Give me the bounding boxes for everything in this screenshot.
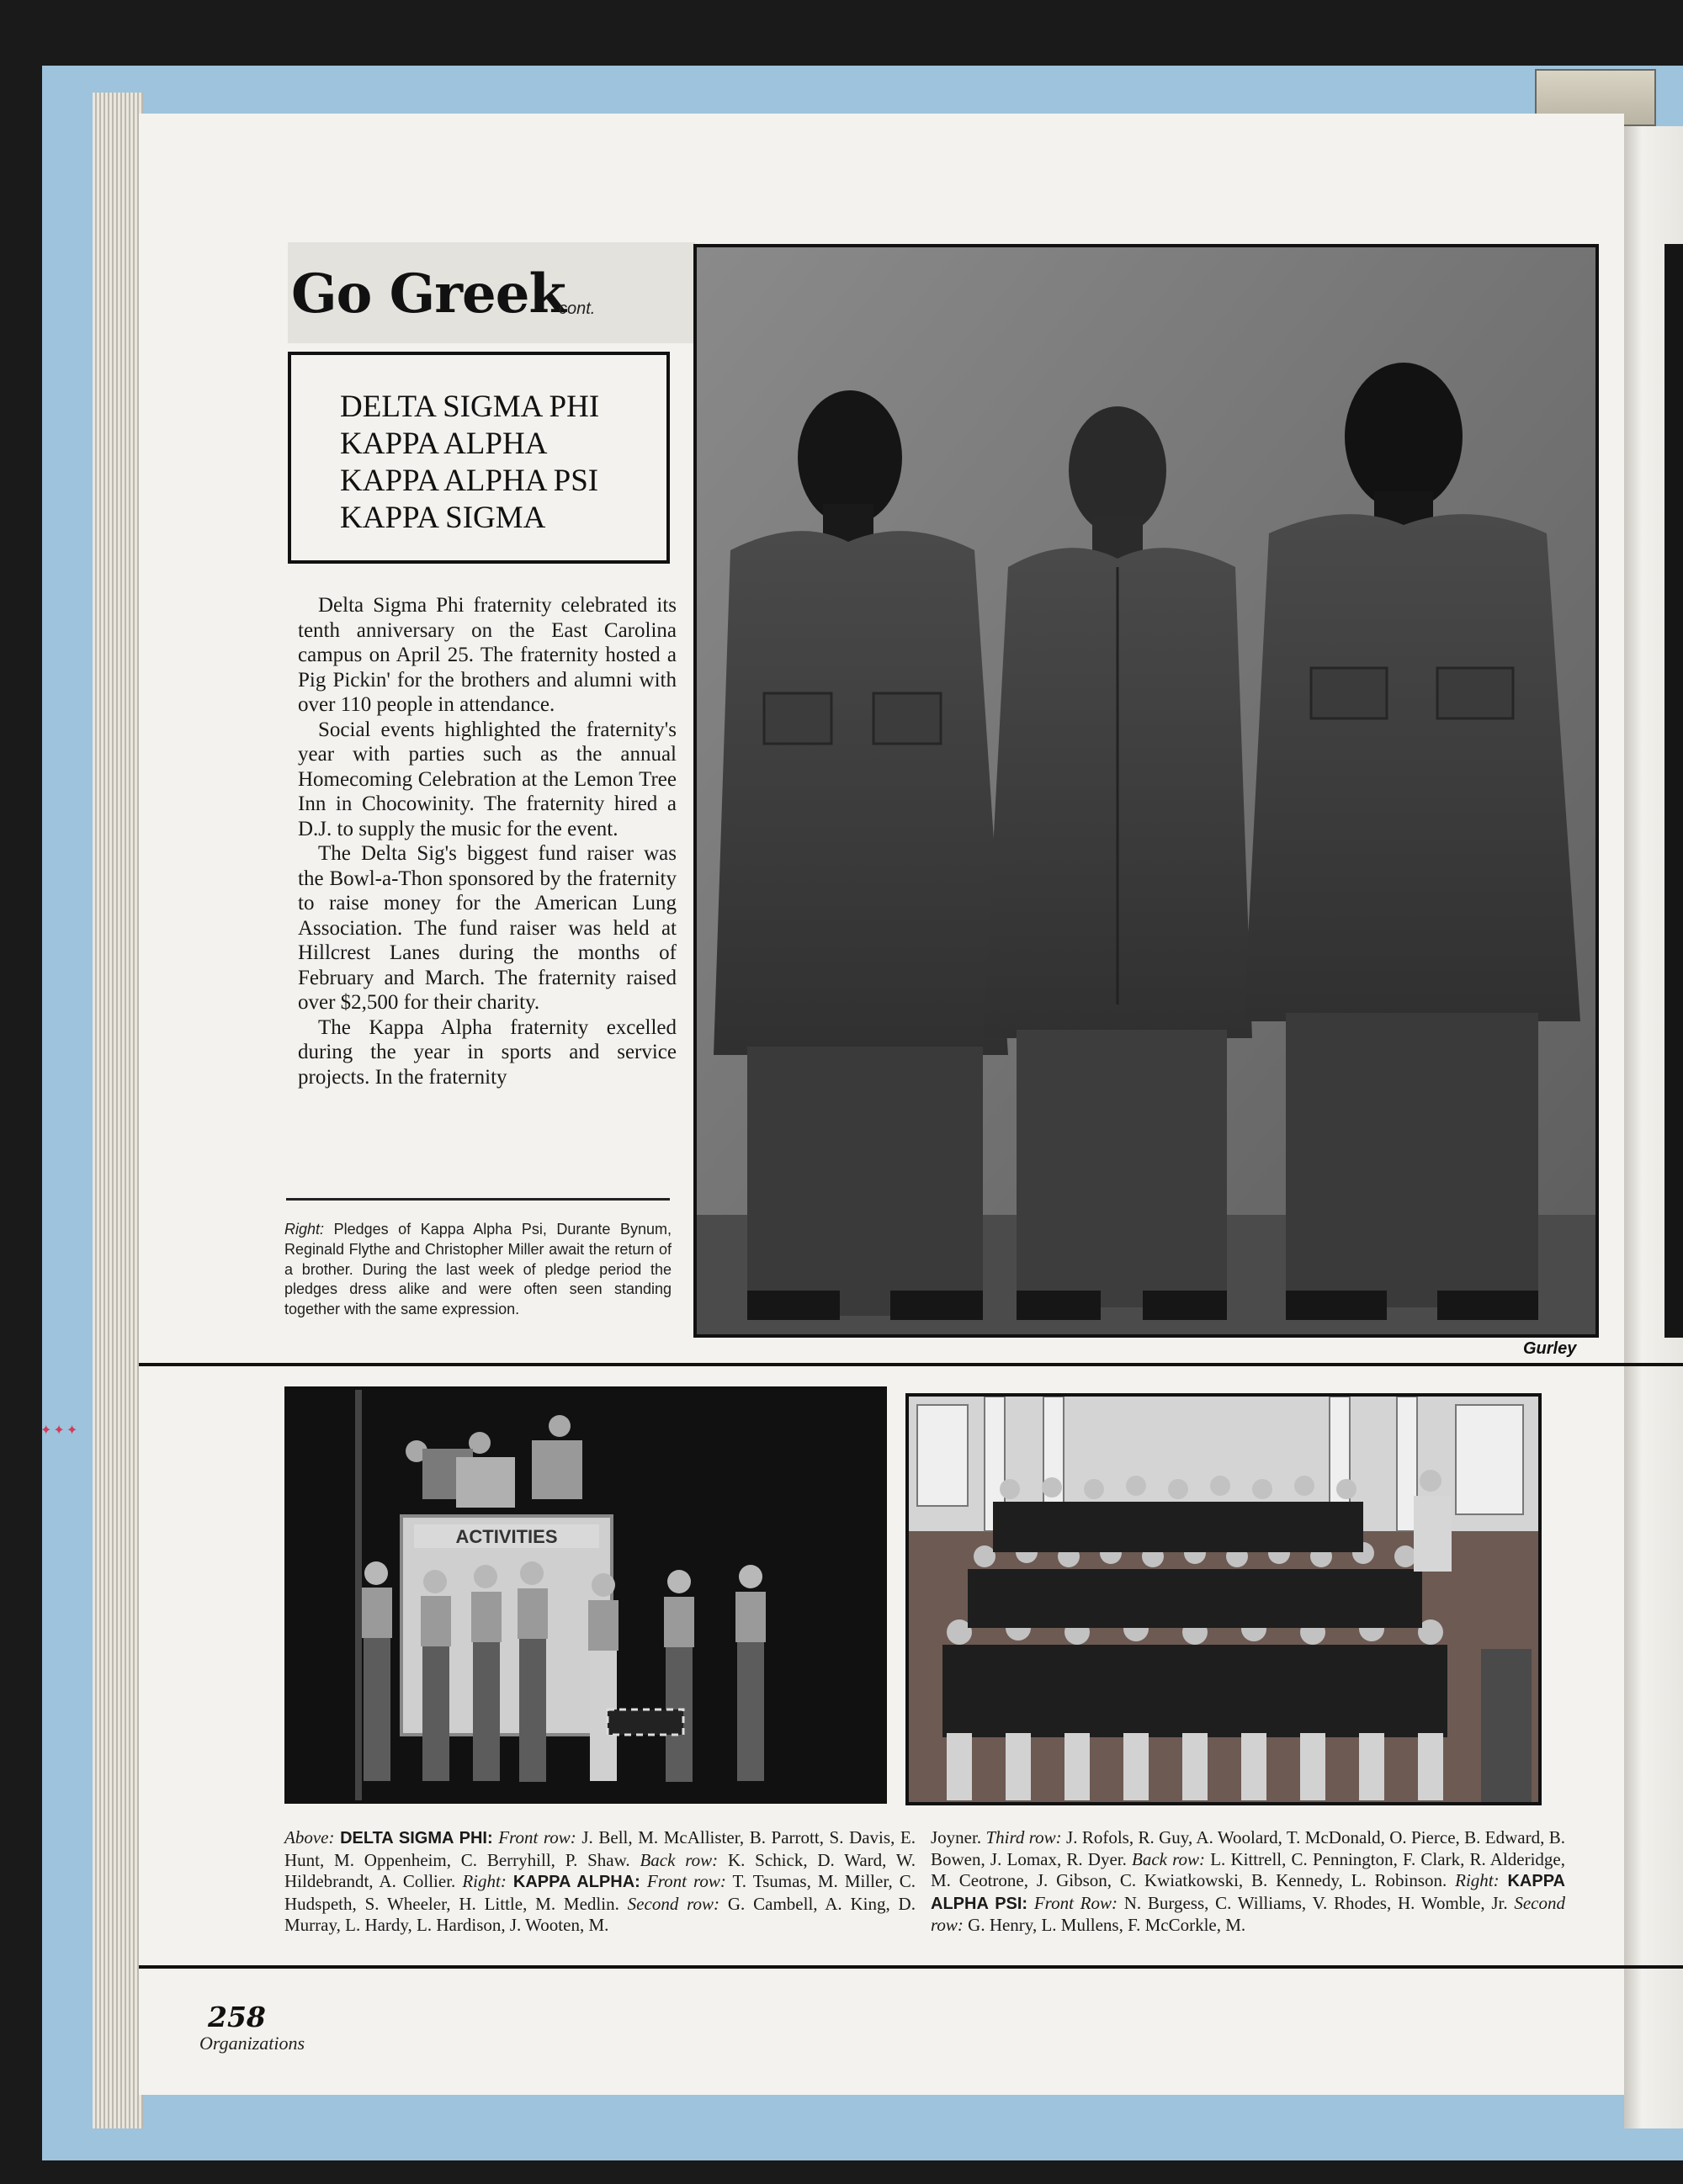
fraternity-name: DELTA SIGMA PHI [340, 390, 600, 424]
fraternity-name: KAPPA ALPHA [340, 427, 548, 461]
caption-text: Pledges of Kappa Alpha Psi, Durante Bynum, Reginald Flythe and Christopher Miller await the return of a brother. During the last week of pledge period the pledges dress alike and were often seen standing together with the same expression. [284, 1221, 672, 1318]
section-divider [139, 1363, 1683, 1366]
footer-divider [139, 1965, 1683, 1969]
group-photos-caption-right [931, 1827, 1565, 1937]
delta-sigma-phi-illustration [288, 1390, 884, 1800]
activities-sign: ACTIVITIES [455, 1526, 558, 1547]
caption-lead: Right: [462, 1871, 507, 1891]
section-name: Organizations [199, 2033, 305, 2054]
article-paragraph: Delta Sigma Phi fraternity celebrated its tenth anniversary on the East Carolina campus on April 25. The fraternity hosted a Pig Pickin' for the brothers and alumni with over 110 people in attendance. [298, 594, 677, 716]
facing-page-photo-strip [1664, 244, 1683, 1338]
caption-names: N. Burgess, C. Williams, V. Rhodes, H. Womble, Jr. [1117, 1892, 1515, 1913]
caption-names: J. Rofols, R. Guy, A. Woolard, T. McDonald, O. Pierce, B. Edward, B. Bowen, J. Lomax, R. Dyer. [931, 1827, 1565, 1869]
article-paragraph: The Kappa Alpha fraternity excelled during the year in sports and service projects. In the fraternity [298, 1015, 677, 1089]
caption-org: DELTA SIGMA PHI: [340, 1829, 493, 1847]
caption-row-label: Front row: [646, 1871, 726, 1891]
caption-lead: Right: [1455, 1870, 1500, 1890]
caption-row-label: Back row: [640, 1849, 719, 1870]
caption-row-label: Back row: [1132, 1848, 1206, 1869]
article-body [298, 593, 677, 1089]
page-tab-mark: ✦✦✦ [40, 1422, 80, 1438]
caption-row-label: Front Row: [1033, 1892, 1118, 1913]
caption-divider [286, 1198, 670, 1201]
caption-org: KAPPA ALPHA: [512, 1873, 640, 1891]
caption-names: Joyner. [931, 1827, 986, 1847]
caption-names: G. Henry, L. Mullens, F. McCorkle, M. [963, 1915, 1246, 1935]
group-photos-caption-left [284, 1827, 916, 1937]
page-number: 258 [208, 2001, 266, 2033]
caption-row-label: Front row: [498, 1827, 576, 1847]
caption-row-label: Second row: [931, 1892, 1565, 1935]
caption-org: KAPPA ALPHA PSI: [931, 1872, 1565, 1913]
pledges-photo [693, 244, 1599, 1338]
page-title: Go Greek [291, 262, 565, 326]
fraternity-name: KAPPA SIGMA [340, 501, 546, 535]
article-paragraph: Social events highlighted the fraternity's year with parties such as the annual Homecoming Celebration at the Lemon Tree Inn in Chocowinity. The fraternity hired a D.J. to supply the music for the event. [298, 718, 677, 840]
caption-names: K. Schick, D. Ward, W. Hildebrandt, A. Collier. [284, 1849, 916, 1891]
caption-names: J. Bell, M. McAllister, B. Parrott, S. Davis, E. Hunt, M. Oppenheim, C. Berryhill, P. Shaw. [284, 1827, 916, 1870]
main-photo-caption [284, 1220, 672, 1320]
kappa-alpha-illustration [909, 1397, 1538, 1802]
pledges-photo-illustration [697, 247, 1595, 1334]
caption-row-label: Third row: [985, 1827, 1062, 1847]
fraternity-name: KAPPA ALPHA PSI [340, 464, 599, 498]
caption-lead: Right: [284, 1221, 325, 1238]
title-continued: cont. [559, 300, 596, 318]
caption-lead: Above: [284, 1827, 335, 1847]
page-edges [93, 93, 143, 2128]
caption-row-label: Second row: [627, 1893, 720, 1914]
fraternity-list-box [288, 352, 670, 564]
caption-names: T. Tsumas, M. Miller, C. Hudspeth, S. Wheeler, H. Little, M. Medlin. [284, 1871, 916, 1914]
photo-credit: Gurley [1523, 1339, 1577, 1358]
caption-names: L. Kittrell, C. Pennington, F. Clark, R. Alderidge, M. Ceotrone, J. Gibson, C. Kwiatkowski, B. Kennedy, L. Robinson. [931, 1848, 1565, 1890]
delta-sigma-phi-photo [284, 1386, 887, 1804]
caption-names: G. Cambell, A. King, D. Murray, L. Hardy, L. Hardison, J. Wooten, M. [284, 1893, 916, 1935]
article-paragraph: The Delta Sig's biggest fund raiser was the Bowl-a-Thon sponsored by the fraternity to raise money for the American Lung Association. The fund raiser was held at Hillcrest Lanes during the months of February and March. The fraternity raised over $2,500 for their charity. [298, 842, 677, 1014]
kappa-alpha-photo [905, 1393, 1542, 1805]
